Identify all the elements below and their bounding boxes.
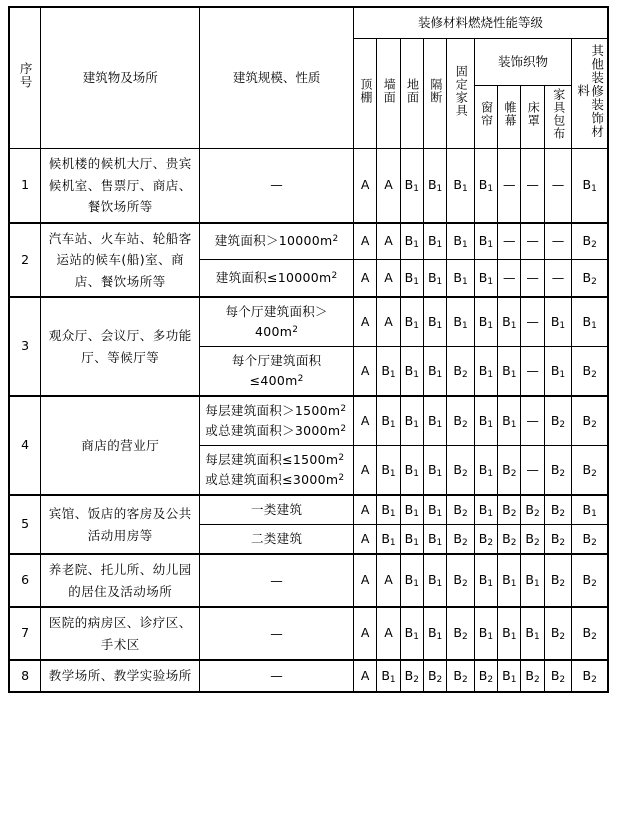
header-subcol-4: 固定家具: [447, 39, 475, 149]
material-grade-9: $B_2$: [572, 347, 608, 397]
row-number: 7: [9, 607, 41, 660]
material-grade-3: $B_1$: [423, 149, 446, 223]
material-grade-1: $B_1$: [377, 495, 400, 525]
fire-performance-table: [8, 6, 609, 693]
material-grade-8: $B_2$: [544, 607, 572, 660]
header-subcol-1: 墙面: [377, 39, 400, 149]
material-grade-6: $B_1$: [498, 396, 521, 446]
material-grade-1: $B_1$: [377, 446, 400, 496]
material-grade-4: $B_1$: [447, 149, 475, 223]
material-grade-1: A: [377, 149, 400, 223]
header-group-other: 其他装修装饰材料: [572, 39, 608, 149]
material-grade-9: $B_2$: [572, 446, 608, 496]
material-grade-4: $B_2$: [447, 396, 475, 446]
header-col-scale: 建筑规模、性质: [200, 7, 354, 149]
header-group-materials: 装修材料燃烧性能等级: [354, 7, 609, 39]
material-grade-7: —: [521, 260, 544, 297]
material-grade-7: $B_1$: [521, 607, 544, 660]
material-grade-0: A: [354, 396, 377, 446]
header-subcol-6: 帷幕: [498, 86, 521, 149]
header-subcol-7: 床罩: [521, 86, 544, 149]
material-grade-1: A: [377, 607, 400, 660]
material-grade-7: $B_1$: [521, 554, 544, 607]
material-grade-2: $B_1$: [400, 396, 423, 446]
row-number: 4: [9, 396, 41, 495]
material-grade-7: —: [521, 347, 544, 397]
material-grade-4: $B_1$: [447, 260, 475, 297]
material-grade-2: $B_1$: [400, 495, 423, 525]
material-grade-1: $B_1$: [377, 525, 400, 555]
material-grade-4: $B_1$: [447, 297, 475, 347]
header-col-place: 建筑物及场所: [41, 7, 200, 149]
material-grade-4: $B_1$: [447, 223, 475, 260]
material-grade-1: $B_1$: [377, 347, 400, 397]
material-grade-1: A: [377, 223, 400, 260]
material-grade-1: $B_1$: [377, 396, 400, 446]
material-grade-5: $B_1$: [474, 396, 497, 446]
material-grade-9: $B_2$: [572, 660, 608, 692]
row-scale: 每层建筑面积$\le 1500m^2$或总建筑面积$\le 3000m^2$: [200, 446, 354, 496]
table-row: [9, 660, 608, 692]
material-grade-6: $B_1$: [498, 554, 521, 607]
row-scale: —: [200, 149, 354, 223]
material-grade-8: —: [544, 260, 572, 297]
material-grade-5: $B_1$: [474, 607, 497, 660]
material-grade-3: $B_1$: [423, 525, 446, 555]
material-grade-3: $B_1$: [423, 554, 446, 607]
material-grade-7: $B_2$: [521, 495, 544, 525]
material-grade-0: A: [354, 660, 377, 692]
material-grade-8: $B_2$: [544, 554, 572, 607]
material-grade-6: $B_1$: [498, 347, 521, 397]
material-grade-3: $B_1$: [423, 396, 446, 446]
material-grade-0: A: [354, 260, 377, 297]
material-grade-9: $B_2$: [572, 260, 608, 297]
material-grade-4: $B_2$: [447, 554, 475, 607]
material-grade-6: $B_2$: [498, 495, 521, 525]
material-grade-7: —: [521, 396, 544, 446]
row-place: 养老院、托儿所、幼儿园的居住及活动场所: [41, 554, 200, 607]
row-place: 观众厅、会议厅、多功能厅、等候厅等: [41, 297, 200, 396]
row-scale: —: [200, 607, 354, 660]
material-grade-8: —: [544, 223, 572, 260]
row-number: 8: [9, 660, 41, 692]
material-grade-8: $B_1$: [544, 297, 572, 347]
material-grade-5: $B_1$: [474, 260, 497, 297]
material-grade-3: $B_1$: [423, 297, 446, 347]
header-subcol-0: 顶棚: [354, 39, 377, 149]
table-row: [9, 149, 608, 223]
material-grade-9: $B_2$: [572, 554, 608, 607]
material-grade-9: $B_2$: [572, 223, 608, 260]
row-place: 汽车站、火车站、轮船客运站的候车(船)室、商店、餐饮场所等: [41, 223, 200, 298]
row-place: 候机楼的候机大厅、贵宾候机室、售票厅、商店、餐饮场所等: [41, 149, 200, 223]
row-place: 医院的病房区、诊疗区、手术区: [41, 607, 200, 660]
table-row: [9, 396, 608, 446]
material-grade-2: $B_1$: [400, 554, 423, 607]
material-grade-2: $B_1$: [400, 446, 423, 496]
material-grade-4: $B_2$: [447, 495, 475, 525]
material-grade-0: A: [354, 446, 377, 496]
material-grade-5: $B_1$: [474, 495, 497, 525]
row-number: 1: [9, 149, 41, 223]
row-scale: 建筑面积$\le 10000m^2$: [200, 260, 354, 297]
material-grade-5: $B_2$: [474, 525, 497, 555]
material-grade-8: $B_2$: [544, 525, 572, 555]
material-grade-5: $B_1$: [474, 149, 497, 223]
material-grade-3: $B_1$: [423, 347, 446, 397]
material-grade-3: $B_1$: [423, 446, 446, 496]
row-scale: 每个厅建筑面积$>400m^2$: [200, 297, 354, 347]
row-place: 宾馆、饭店的客房及公共活动用房等: [41, 495, 200, 554]
material-grade-4: $B_2$: [447, 660, 475, 692]
material-grade-2: $B_2$: [400, 660, 423, 692]
table-header-row: [9, 7, 608, 39]
material-grade-6: —: [498, 223, 521, 260]
table-row: [9, 554, 608, 607]
material-grade-2: $B_1$: [400, 347, 423, 397]
material-grade-2: $B_1$: [400, 149, 423, 223]
material-grade-5: $B_1$: [474, 347, 497, 397]
material-grade-6: $B_2$: [498, 525, 521, 555]
header-subcol-3: 隔断: [423, 39, 446, 149]
material-grade-6: $B_1$: [498, 297, 521, 347]
material-grade-7: —: [521, 223, 544, 260]
material-grade-8: $B_2$: [544, 446, 572, 496]
material-grade-3: $B_1$: [423, 260, 446, 297]
material-grade-0: A: [354, 297, 377, 347]
row-scale: 建筑面积$>10000m^2$: [200, 223, 354, 260]
material-grade-3: $B_1$: [423, 495, 446, 525]
material-grade-7: —: [521, 297, 544, 347]
material-grade-0: A: [354, 607, 377, 660]
material-grade-7: —: [521, 446, 544, 496]
material-grade-7: $B_2$: [521, 660, 544, 692]
table-row: [9, 607, 608, 660]
material-grade-3: $B_1$: [423, 223, 446, 260]
material-grade-4: $B_2$: [447, 347, 475, 397]
row-scale: —: [200, 554, 354, 607]
header-subcol-2: 地面: [400, 39, 423, 149]
material-grade-6: —: [498, 260, 521, 297]
material-grade-5: $B_1$: [474, 223, 497, 260]
row-number: 6: [9, 554, 41, 607]
material-grade-9: $B_1$: [572, 149, 608, 223]
material-grade-2: $B_1$: [400, 260, 423, 297]
material-grade-0: A: [354, 149, 377, 223]
header-subcol-8: 家具包布: [544, 86, 572, 149]
material-grade-5: $B_2$: [474, 660, 497, 692]
material-grade-6: —: [498, 149, 521, 223]
material-grade-7: —: [521, 149, 544, 223]
material-grade-6: $B_2$: [498, 446, 521, 496]
table-row: [9, 495, 608, 525]
material-grade-8: $B_2$: [544, 495, 572, 525]
material-grade-5: $B_1$: [474, 554, 497, 607]
material-grade-1: A: [377, 297, 400, 347]
row-place: 教学场所、教学实验场所: [41, 660, 200, 692]
material-grade-8: $B_2$: [544, 660, 572, 692]
material-grade-9: $B_2$: [572, 607, 608, 660]
material-grade-9: $B_2$: [572, 525, 608, 555]
material-grade-6: $B_1$: [498, 660, 521, 692]
material-grade-2: $B_1$: [400, 223, 423, 260]
material-grade-9: $B_1$: [572, 297, 608, 347]
material-grade-2: $B_1$: [400, 297, 423, 347]
material-grade-1: A: [377, 260, 400, 297]
material-grade-4: $B_2$: [447, 446, 475, 496]
material-grade-8: —: [544, 149, 572, 223]
material-grade-8: $B_2$: [544, 396, 572, 446]
material-grade-6: $B_1$: [498, 607, 521, 660]
material-grade-1: A: [377, 554, 400, 607]
row-scale: 每个厅建筑面积$\le 400m^2$: [200, 347, 354, 397]
row-number: 2: [9, 223, 41, 298]
header-group-fabric: 装饰织物: [474, 39, 571, 86]
material-grade-9: $B_1$: [572, 495, 608, 525]
material-grade-0: A: [354, 554, 377, 607]
material-grade-5: $B_1$: [474, 446, 497, 496]
row-number: 3: [9, 297, 41, 396]
material-grade-1: $B_1$: [377, 660, 400, 692]
material-grade-0: A: [354, 223, 377, 260]
material-grade-2: $B_1$: [400, 525, 423, 555]
row-scale: 每层建筑面积$>1500m^2$或总建筑面积$>3000m^2$: [200, 396, 354, 446]
material-grade-3: $B_1$: [423, 607, 446, 660]
material-grade-5: $B_1$: [474, 297, 497, 347]
material-grade-3: $B_2$: [423, 660, 446, 692]
header-col-num: 序号: [9, 7, 41, 149]
material-grade-7: $B_2$: [521, 525, 544, 555]
material-grade-9: $B_2$: [572, 396, 608, 446]
material-grade-8: $B_1$: [544, 347, 572, 397]
table-row: [9, 223, 608, 260]
row-number: 5: [9, 495, 41, 554]
table-row: [9, 297, 608, 347]
material-grade-4: $B_2$: [447, 607, 475, 660]
row-scale: 二类建筑: [200, 525, 354, 555]
header-subcol-5: 窗帘: [474, 86, 497, 149]
material-grade-2: $B_1$: [400, 607, 423, 660]
material-grade-4: $B_2$: [447, 525, 475, 555]
row-scale: —: [200, 660, 354, 692]
material-grade-0: A: [354, 525, 377, 555]
material-grade-0: A: [354, 495, 377, 525]
material-grade-0: A: [354, 347, 377, 397]
row-place: 商店的营业厅: [41, 396, 200, 495]
row-scale: 一类建筑: [200, 495, 354, 525]
